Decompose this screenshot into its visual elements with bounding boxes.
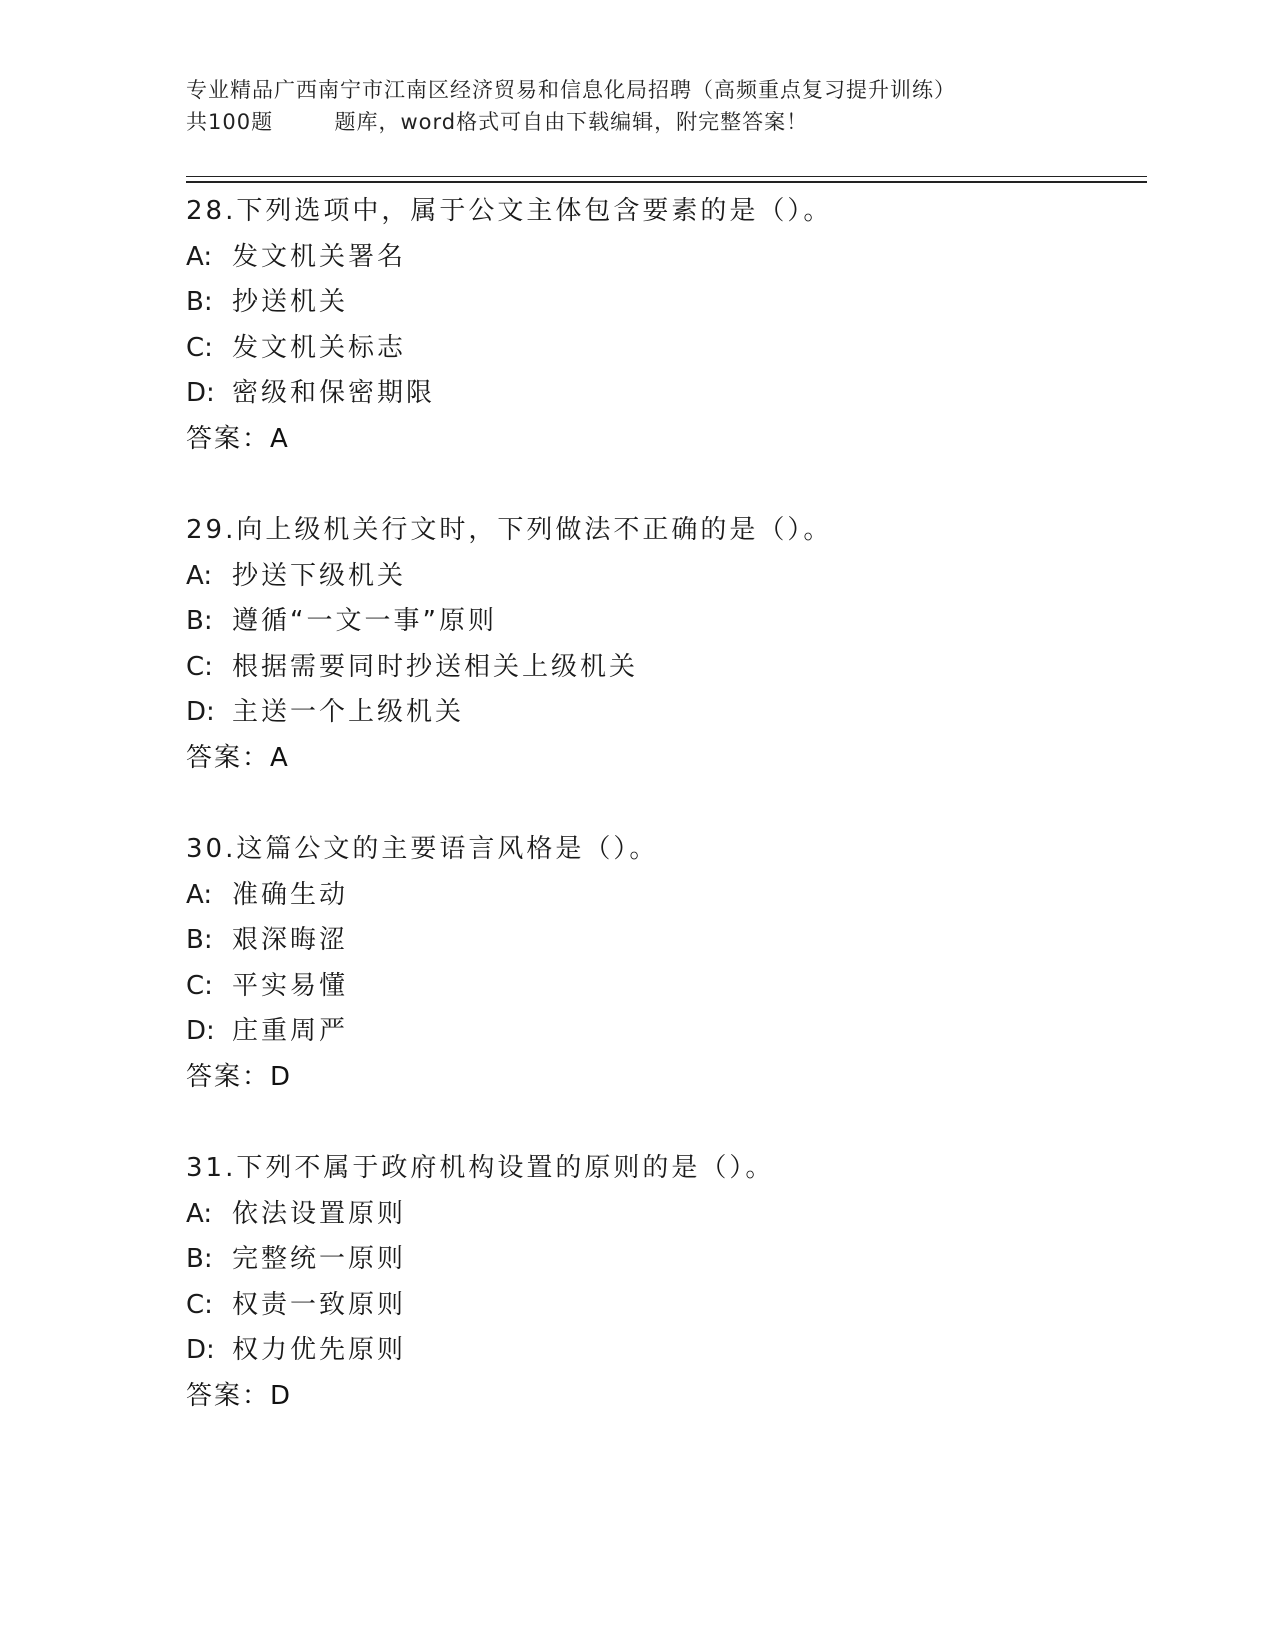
option-text: 依法设置原则 (232, 1198, 407, 1229)
header-title-line: 专业精品广西南宁市江南区经济贸易和信息化局招聘（高频重点复习提升训练） (186, 78, 956, 102)
option-text: 完整统一原则 (232, 1244, 407, 1274)
option-key: D: (186, 1016, 215, 1046)
option-key: B: (186, 1244, 213, 1274)
answer-line (186, 736, 1146, 782)
option-d (186, 1009, 1146, 1055)
option-text: 平实易懂 (232, 970, 349, 1001)
option-text: 准确生动 (232, 879, 349, 910)
option-key: B: (186, 606, 213, 636)
answer-line (186, 417, 1146, 463)
answer-value: D (270, 1061, 291, 1092)
option-text: 发文机关标志 (232, 332, 407, 363)
header-subtitle-line: 共100题 题库，word格式可自由下载编辑，附完整答案！ (186, 110, 809, 134)
option-key: D: (186, 378, 215, 408)
question-stem: 28.下列选项中，属于公文主体包含要素的是（）。 (186, 196, 833, 226)
option-c (186, 326, 1146, 372)
option-a (186, 235, 1146, 281)
option-text: 艰深晦涩 (232, 925, 349, 955)
answer-value: A (270, 423, 288, 454)
question-stem: 30.这篇公文的主要语言风格是（）。 (186, 834, 659, 864)
option-key: D: (186, 1335, 215, 1365)
option-text: 主送一个上级机关 (232, 697, 465, 727)
answer-label: 答案： (186, 1380, 271, 1411)
answer-label: 答案： (186, 423, 271, 454)
question-item (186, 827, 1146, 1146)
option-text: 发文机关署名 (232, 241, 407, 272)
option-key: A: (186, 879, 213, 910)
question-item (186, 1146, 1146, 1465)
answer-label: 答案： (186, 1061, 271, 1092)
option-d (186, 371, 1146, 417)
option-text: 根据需要同时抄送相关上级机关 (232, 651, 639, 682)
option-d (186, 1328, 1146, 1374)
option-a (186, 1192, 1146, 1238)
option-text: 权力优先原则 (232, 1335, 407, 1365)
option-text: 权责一致原则 (232, 1289, 407, 1320)
option-d (186, 690, 1146, 736)
option-key: C: (186, 332, 213, 363)
answer-line (186, 1374, 1146, 1420)
answer-line (186, 1055, 1146, 1101)
option-b (186, 599, 1146, 645)
option-text: 遵循“一文一事”原则 (232, 606, 497, 636)
answer-label: 答案： (186, 742, 271, 773)
option-text: 抄送机关 (232, 287, 349, 317)
answer-value: D (270, 1380, 291, 1411)
option-c (186, 645, 1146, 691)
option-key: A: (186, 560, 213, 591)
option-key: D: (186, 697, 215, 727)
answer-value: A (270, 742, 288, 773)
option-key: C: (186, 970, 213, 1001)
question-list (186, 189, 1146, 1465)
header-divider-thick (186, 181, 1147, 183)
option-c (186, 964, 1146, 1010)
option-b (186, 918, 1146, 964)
question-item (186, 189, 1146, 508)
option-key: A: (186, 241, 213, 272)
option-key: C: (186, 651, 213, 682)
option-key: C: (186, 1289, 213, 1320)
question-item (186, 508, 1146, 827)
option-key: B: (186, 925, 213, 955)
option-key: B: (186, 287, 213, 317)
question-stem: 31.下列不属于政府机构设置的原则的是（）。 (186, 1153, 775, 1183)
question-stem: 29.向上级机关行文时，下列做法不正确的是（）。 (186, 515, 833, 545)
document-header (186, 74, 1146, 138)
option-a (186, 554, 1146, 600)
option-key: A: (186, 1198, 213, 1229)
option-text: 抄送下级机关 (232, 560, 407, 591)
option-c (186, 1283, 1146, 1329)
option-a (186, 873, 1146, 919)
option-text: 密级和保密期限 (232, 378, 436, 408)
option-b (186, 1237, 1146, 1283)
option-b (186, 280, 1146, 326)
header-divider-thin (186, 176, 1147, 177)
option-text: 庄重周严 (232, 1016, 349, 1046)
